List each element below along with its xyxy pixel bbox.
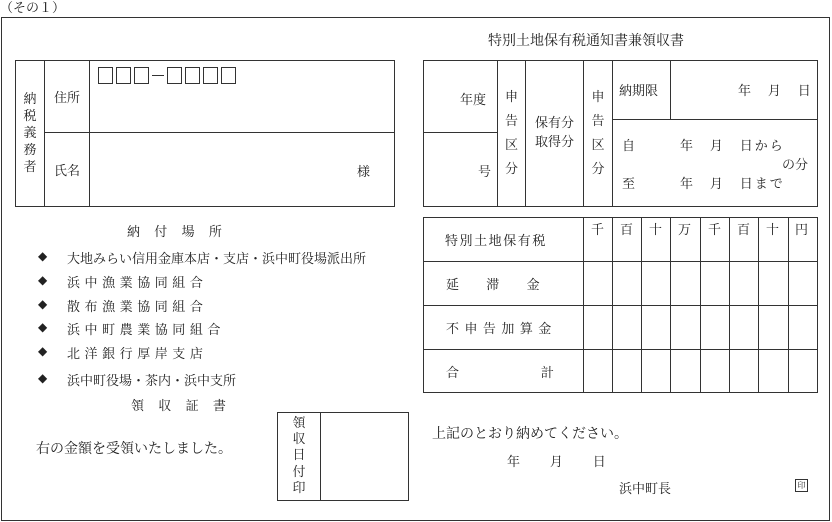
row-label-late-fee: 延滞金 (446, 278, 567, 293)
period-suffix: の分 (782, 158, 809, 173)
digit-header: 十 (766, 223, 780, 238)
postal-digit-box[interactable] (221, 67, 236, 84)
row-label-special-land-tax: 特別土地保有税 (445, 234, 547, 249)
bullet-icon: ◆ (38, 371, 48, 385)
due-date-label: 納期限 (619, 84, 659, 99)
address-field[interactable] (92, 92, 392, 130)
bullet-icon: ◆ (38, 273, 48, 287)
postal-digit-box[interactable] (167, 67, 182, 84)
fiscal-year-label: 年度 (460, 93, 487, 108)
footer-date: 年 月 日 (507, 455, 608, 470)
bullet-icon: ◆ (38, 320, 48, 334)
postal-digit-box[interactable] (134, 67, 149, 84)
paid-text: 上記のとおり納めてください。 (432, 426, 628, 442)
receipt-stamp-label: 領 収 日 付 印 (292, 415, 306, 496)
digit-header: 百 (737, 223, 751, 238)
receipt-heading: 領収証書 (131, 399, 241, 414)
postal-digit-box[interactable] (185, 67, 200, 84)
postal-digit-box[interactable] (116, 67, 131, 84)
payment-place-item: 散布漁業協同組合 (67, 300, 208, 315)
bullet-icon: ◆ (38, 344, 48, 358)
digit-header: 十 (649, 223, 663, 238)
form-title: 特別土地保有税通知書兼領収書 (488, 33, 684, 49)
period-to-value: 年 月 日まで (680, 177, 785, 192)
period-from-value: 年 月 日から (680, 139, 785, 154)
postal-dash (152, 75, 164, 77)
declaration-type-label: 申 告 区 分 (504, 89, 518, 178)
payment-place-item: 北洋銀行厚岸支店 (67, 347, 208, 362)
mayor-label: 浜中町長 (619, 482, 672, 497)
address-label: 住所 (53, 91, 80, 106)
digit-header: 円 (795, 223, 809, 238)
digit-header: 千 (591, 223, 605, 238)
due-date-value: 年 月 日 (738, 84, 813, 99)
page-label: （その１） (0, 1, 66, 16)
postal-code-field[interactable] (98, 67, 239, 84)
honorific: 様 (357, 165, 371, 180)
digit-header: 千 (708, 223, 722, 238)
payment-place-item: 浜中町農業協同組合 (67, 323, 225, 338)
name-field[interactable] (92, 135, 342, 203)
holding-acquisition-label: 保有分 取得分 (534, 115, 574, 150)
postal-digit-box[interactable] (98, 67, 113, 84)
postal-digit-box[interactable] (203, 67, 218, 84)
payment-place-item: 浜中町役場・茶内・浜中支所 (67, 374, 237, 389)
digit-header: 百 (620, 223, 634, 238)
payment-place-item: 大地みらい信用金庫本店・支店・浜中町役場派出所 (67, 252, 367, 267)
digit-header: 万 (678, 223, 692, 238)
period-to-prefix: 至 (622, 177, 636, 192)
number-label: 号 (478, 165, 492, 180)
row-label-non-declaration-penalty: 不申告加算金 (446, 322, 557, 337)
bullet-icon: ◆ (38, 249, 48, 263)
seal-icon: 印 (795, 479, 808, 492)
payment-places-heading: 納付場所 (127, 225, 237, 240)
row-label-total: 合計 (446, 366, 636, 381)
declaration-type-label-2: 申 告 区 分 (591, 89, 605, 178)
period-from-prefix: 自 (622, 139, 636, 154)
bullet-icon: ◆ (38, 297, 48, 311)
name-label: 氏名 (53, 164, 80, 179)
received-text: 右の金額を受領いたしました。 (36, 441, 232, 457)
taxpayer-section-label: 納 税 義 務 者 (23, 91, 37, 176)
payment-place-item: 浜中漁業協同組合 (67, 276, 208, 291)
